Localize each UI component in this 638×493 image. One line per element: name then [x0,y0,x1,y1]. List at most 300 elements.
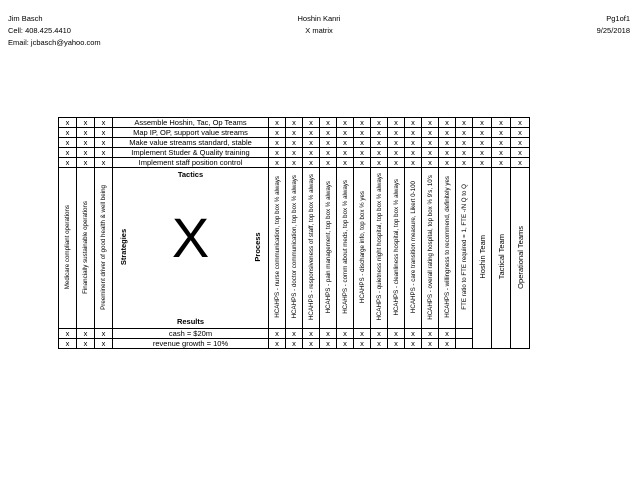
tactic-process-mark [422,118,439,128]
x-mark: x [428,148,432,157]
x-mark: x [65,118,70,127]
x-mark: x [83,148,88,157]
x-mark: x [499,138,503,147]
x-mark: x [518,138,522,147]
process-header [405,168,422,329]
tactic-process-mark [422,148,439,158]
x-mark: x [65,128,70,137]
x-mark: x [480,158,484,167]
big-x-symbol: X [171,206,210,270]
x-mark: x [394,158,398,167]
process-header [269,168,286,329]
tactic-process-mark [371,128,388,138]
tactic-process-mark [405,118,422,128]
x-mark: x [275,118,279,127]
tactic-row [59,118,530,128]
team-header [473,168,492,349]
result-process-mark [405,339,422,349]
x-mark: x [377,118,381,127]
tactic-process-mark [422,158,439,168]
tactic-strategy-mark [77,128,95,138]
x-mark: x [394,118,398,127]
x-mark: x [428,118,432,127]
result-process-mark [371,339,388,349]
tactic-process-mark [354,148,371,158]
tactics-label: Tactics [177,170,204,179]
x-mark: x [462,128,466,137]
tactic-process-mark [354,138,371,148]
tactic-process-mark [371,118,388,128]
strategy-label: Medicare compliant operations [64,204,71,290]
matrix-header-row [59,168,530,329]
tactic-process-mark [303,118,320,128]
result-label-text: revenue growth = 10% [152,339,229,348]
x-mark: x [65,138,70,147]
x-mark: x [411,128,415,137]
x-mark: x [292,339,296,348]
x-mark: x [326,148,330,157]
x-mark: x [83,339,88,348]
x-mark: x [411,148,415,157]
process-metric-label: HCAHPS - pain management, top box % always [324,180,332,314]
tactic-team-mark [492,148,511,158]
tactic-process-mark [439,118,456,128]
process-metric-label: HCAHPS - nurse communication, top box % always [273,176,281,318]
x-mark: x [499,128,503,137]
result-strategy-mark [95,339,113,349]
process-header [371,168,388,329]
tactic-team-mark [473,148,492,158]
team-header [492,168,511,349]
result-strategy-mark [59,329,77,339]
tactic-process-mark [337,138,354,148]
x-mark: x [377,128,381,137]
results-label: Results [176,317,205,326]
tactic-process-mark [388,118,405,128]
x-mark: x [360,118,364,127]
tactic-process-mark [303,128,320,138]
x-mark: x [275,158,279,167]
x-mark: x [445,148,449,157]
x-mark: x [411,138,415,147]
tactic-process-mark [388,148,405,158]
tactic-process-mark [456,158,473,168]
x-mark: x [445,158,449,167]
result-process-mark [269,329,286,339]
tactic-team-mark [473,128,492,138]
x-mark: x [83,138,88,147]
result-label-text: cash = $20m [168,329,213,338]
x-mark: x [326,339,330,348]
process-metric-label: HCAHPS - comm about meds, top box % always [341,180,349,314]
result-process-mark [303,339,320,349]
x-mark: x [101,329,106,338]
x-mark: x [343,329,347,338]
x-mark: x [462,148,466,157]
tactic-process-mark [337,128,354,138]
x-mark: x [83,329,88,338]
x-mark: x [360,128,364,137]
x-mark: x [360,329,364,338]
result-strategy-mark [77,339,95,349]
tactic-team-mark [511,128,530,138]
x-mark: x [65,339,70,348]
tactic-label [113,128,269,138]
tactic-process-mark [439,138,456,148]
strategies-label [119,229,128,267]
tactic-strategy-mark [95,148,113,158]
author-email: Email: jcbasch@yahoo.com [8,38,101,47]
x-mark: x [445,128,449,137]
doc-title: Hoshin Kanri [297,14,341,23]
x-mark: x [377,148,381,157]
x-matrix-table [58,117,530,349]
author-cell: Cell: 408.425.4410 [8,26,71,35]
tactic-process-mark [269,138,286,148]
x-mark: x [326,118,330,127]
tactic-label-text: Map IP, OP, support value streams [133,128,248,137]
x-mark: x [309,158,313,167]
x-mark: x [292,329,296,338]
result-process-mark [422,339,439,349]
tactic-label [113,148,269,158]
result-process-mark [354,339,371,349]
x-mark: x [518,158,522,167]
result-row [59,329,530,339]
x-mark: x [394,128,398,137]
team-header [511,168,530,349]
x-matrix-center [113,168,269,329]
tactic-team-mark [511,138,530,148]
tactic-process-mark [286,118,303,128]
x-mark: x [343,148,347,157]
x-mark: x [292,138,296,147]
x-mark: x [275,148,279,157]
tactic-process-mark [269,158,286,168]
result-process-mark [337,339,354,349]
tactic-team-mark [492,158,511,168]
process-header [286,168,303,329]
x-mark: x [309,118,313,127]
x-mark: x [411,118,415,127]
process-header [439,168,456,329]
tactic-label-text: Make value streams standard, stable [129,138,252,147]
tactic-process-mark [388,138,405,148]
x-mark: x [394,138,398,147]
tactic-label [113,118,269,128]
x-mark: x [462,138,466,147]
team-label: Operational Teams [515,225,525,289]
tactic-process-mark [320,118,337,128]
x-mark: x [360,158,364,167]
tactic-process-mark [337,158,354,168]
x-mark: x [65,148,70,157]
x-mark: x [309,128,313,137]
x-mark: x [292,128,296,137]
x-mark: x [309,148,313,157]
process-metric-label: HCAHPS - cleanliness hospital, top box % always [392,178,400,316]
process-metric-label: HCAHPS - willingness to recommend, definitely yes [443,176,451,318]
x-mark: x [445,118,449,127]
team-label: Tactical Team [496,234,506,280]
tactic-process-mark [422,138,439,148]
tactic-strategy-mark [77,118,95,128]
x-mark: x [480,128,484,137]
x-mark: x [292,158,296,167]
result-strategy-mark [77,329,95,339]
result-process-mark [371,329,388,339]
x-mark: x [292,148,296,157]
x-mark: x [411,329,415,338]
tactic-process-mark [371,158,388,168]
tactic-process-mark [269,148,286,158]
tactic-process-mark [388,128,405,138]
tactic-process-mark [439,158,456,168]
result-strategy-mark [95,329,113,339]
x-mark: x [360,138,364,147]
x-mark: x [428,329,432,338]
x-mark: x [326,128,330,137]
tactic-process-mark [303,138,320,148]
x-mark: x [445,339,449,348]
x-mark: x [309,339,313,348]
tactic-team-mark [492,138,511,148]
tactic-process-mark [439,148,456,158]
x-mark: x [394,339,398,348]
process-label [253,232,262,263]
tactic-label-text: Assemble Hoshin, Tac, Op Teams [134,118,247,127]
result-process-empty [456,339,473,349]
x-mark: x [65,158,70,167]
process-header [337,168,354,329]
x-mark: x [445,329,449,338]
tactic-process-mark [269,118,286,128]
tactic-row [59,128,530,138]
tactic-process-mark [320,128,337,138]
process-metric-label: HCAHPS - doctor communication, top box % always [290,175,298,319]
process-metric-label: HCAHPS - overall rating hospital, top box % 9's, 10's [426,174,434,320]
process-metric-label: FTE ratio to FTE required = 1, FTE -/N Q to Q [460,184,468,310]
process-header [456,168,473,329]
x-mark: x [309,138,313,147]
tactic-team-mark [511,158,530,168]
tactic-process-mark [439,128,456,138]
page-number: Pg1of1 [606,14,630,23]
strategy-header [59,168,77,329]
x-mark: x [411,339,415,348]
x-mark: x [480,148,484,157]
tactic-process-mark [371,148,388,158]
tactic-strategy-mark [77,148,95,158]
result-process-mark [388,329,405,339]
result-process-mark [388,339,405,349]
x-mark: x [275,329,279,338]
tactic-strategy-mark [59,148,77,158]
x-mark: x [428,128,432,137]
x-mark: x [343,128,347,137]
x-mark: x [377,158,381,167]
x-mark: x [480,138,484,147]
x-mark: x [428,158,432,167]
tactic-strategy-mark [59,118,77,128]
tactic-process-mark [456,118,473,128]
result-label [113,339,269,349]
tactic-team-mark [473,138,492,148]
doc-date: 9/25/2018 [596,26,630,35]
tactic-process-mark [405,128,422,138]
x-mark: x [377,329,381,338]
tactic-strategy-mark [95,128,113,138]
result-label [113,329,269,339]
x-mark: x [292,118,296,127]
x-mark: x [83,158,88,167]
x-mark: x [462,158,466,167]
result-process-mark [354,329,371,339]
tactic-process-mark [320,148,337,158]
tactic-process-mark [371,138,388,148]
x-mark: x [518,148,522,157]
tactic-strategy-mark [95,158,113,168]
tactic-process-mark [337,118,354,128]
x-mark: x [83,128,88,137]
author-name: Jim Basch [8,14,43,23]
result-row [59,339,530,349]
x-mark: x [394,329,398,338]
x-mark: x [360,339,364,348]
tactic-process-mark [269,128,286,138]
result-process-mark [337,329,354,339]
x-mark: x [275,138,279,147]
strategy-header [95,168,113,329]
x-mark: x [101,128,106,137]
tactic-process-mark [405,158,422,168]
strategy-label: Financially sustainable operations [82,200,89,294]
result-process-mark [269,339,286,349]
x-mark: x [275,128,279,137]
x-mark: x [101,138,106,147]
x-mark: x [499,148,503,157]
x-mark: x [411,158,415,167]
x-mark: x [101,148,106,157]
x-mark: x [428,138,432,147]
x-mark: x [343,118,347,127]
strategy-header [77,168,95,329]
tactic-team-mark [492,128,511,138]
tactic-strategy-mark [95,138,113,148]
tactic-process-mark [320,138,337,148]
tactic-process-mark [456,148,473,158]
x-mark: x [83,118,88,127]
tactic-team-mark [473,118,492,128]
result-process-mark [303,329,320,339]
tactic-row [59,148,530,158]
tactic-label-text: Implement staff position control [138,158,243,167]
tactic-process-mark [337,148,354,158]
process-header [303,168,320,329]
result-process-mark [405,329,422,339]
x-mark: x [428,339,432,348]
process-metric-label: HCAHPS - care transition measure, Likert 0-100 [409,180,417,314]
result-process-mark [320,339,337,349]
process-metric-label: HCAHPS - discharge info, top box % yes [358,190,366,304]
strategy-label: Preeminent driver of good health & well being [100,184,107,310]
tactic-process-mark [388,158,405,168]
x-mark: x [326,138,330,147]
process-header [354,168,371,329]
x-mark: x [462,118,466,127]
tactic-row [59,158,530,168]
tactic-process-mark [354,128,371,138]
tactic-label [113,138,269,148]
tactic-process-mark [286,138,303,148]
result-process-mark [439,339,456,349]
tactic-process-mark [303,148,320,158]
tactic-strategy-mark [59,138,77,148]
x-mark: x [518,128,522,137]
x-mark: x [101,158,106,167]
x-mark: x [326,329,330,338]
tactic-team-mark [492,118,511,128]
x-mark: x [377,339,381,348]
tactic-process-mark [320,158,337,168]
x-mark: x [445,138,449,147]
x-mark: x [394,148,398,157]
doc-subtitle: X matrix [305,26,333,35]
tactic-process-mark [286,128,303,138]
process-header [388,168,405,329]
x-mark: x [499,158,503,167]
x-mark: x [326,158,330,167]
tactic-process-mark [286,148,303,158]
x-mark: x [377,138,381,147]
tactic-row [59,138,530,148]
result-process-empty [456,329,473,339]
result-process-mark [439,329,456,339]
header-center [0,13,638,37]
x-mark: x [65,329,70,338]
tactic-process-mark [405,138,422,148]
x-mark: x [101,118,106,127]
tactic-strategy-mark [59,158,77,168]
header-right [597,13,630,37]
team-label: Hoshin Team [477,235,487,279]
tactic-strategy-mark [77,158,95,168]
tactic-strategy-mark [59,128,77,138]
x-mark: x [309,329,313,338]
result-strategy-mark [59,339,77,349]
tactic-team-mark [511,148,530,158]
x-mark: x [343,138,347,147]
process-label-text: Process [253,232,262,262]
x-mark: x [101,339,106,348]
tactic-process-mark [456,128,473,138]
strategies-label-text: Strategies [119,228,128,266]
x-mark: x [275,339,279,348]
x-mark: x [343,158,347,167]
process-metric-label: HCAHPS - quietness night hospital, top box % always [375,173,383,321]
tactic-process-mark [456,138,473,148]
tactic-process-mark [303,158,320,168]
tactic-process-mark [405,148,422,158]
tactic-process-mark [354,158,371,168]
tactic-label [113,158,269,168]
x-mark: x [343,339,347,348]
x-mark: x [360,148,364,157]
tactic-process-mark [286,158,303,168]
result-process-mark [286,339,303,349]
tactic-process-mark [422,128,439,138]
result-process-mark [286,329,303,339]
